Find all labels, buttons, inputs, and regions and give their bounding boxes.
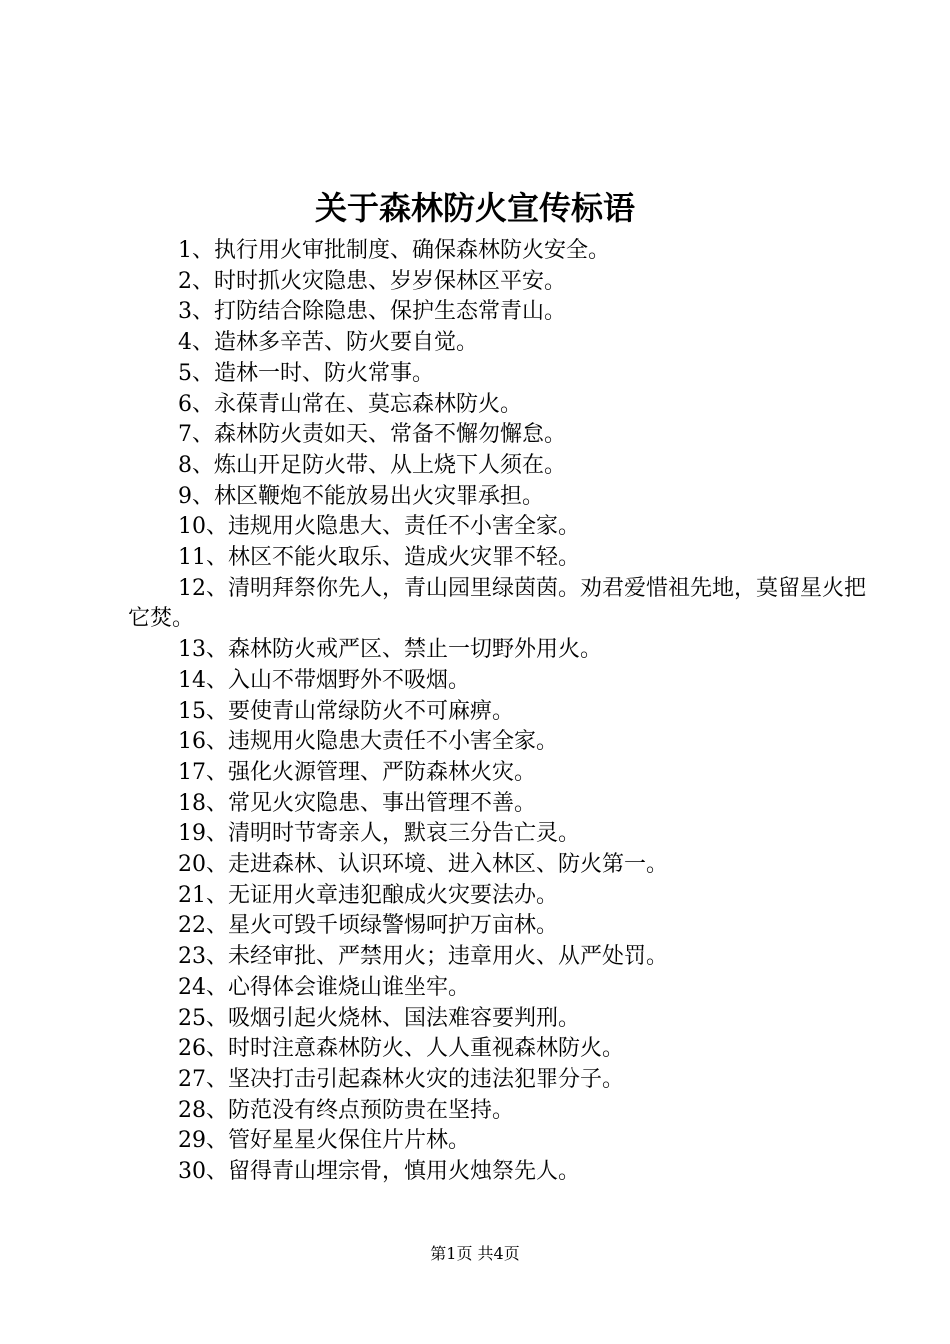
slogan-item: 17、强化火源管理、严防森林火灾。 [178, 759, 536, 785]
slogan-item: 4、造林多辛苦、防火要自觉。 [178, 330, 478, 356]
slogan-item: 12、清明拜祭你先人，青山园里绿茵茵。劝君爱惜祖先地，莫留星火把它焚。 [128, 575, 866, 632]
slogan-item: 9、林区鞭炮不能放易出火灾罪承担。 [178, 483, 544, 509]
document-title: 关于森林防火宣传标语 [314, 189, 635, 227]
slogan-item: 19、清明时节寄亲人，默哀三分告亡灵。 [178, 821, 580, 847]
slogan-item: 29、管好星星火保住片片林。 [178, 1128, 470, 1154]
slogan-item: 24、心得体会谁烧山谁坐牢。 [178, 974, 470, 1000]
slogan-item: 18、常见火灾隐患、事出管理不善。 [178, 790, 536, 816]
slogan-item: 13、森林防火戒严区、禁止一切野外用火。 [178, 637, 602, 663]
slogan-item: 2、时时抓火灾隐患、岁岁保林区平安。 [178, 268, 566, 294]
slogan-item: 10、违规用火隐患大、责任不小害全家。 [178, 514, 580, 540]
slogan-item: 27、坚决打击引起森林火灾的违法犯罪分子。 [178, 1066, 624, 1092]
slogan-item: 7、森林防火责如天、常备不懈勿懈怠。 [178, 422, 566, 448]
slogan-list [128, 236, 868, 1188]
page-footer: 第1页 共4页 [430, 1244, 520, 1263]
slogan-item: 6、永葆青山常在、莫忘森林防火。 [178, 391, 522, 417]
slogan-item: 22、星火可毁千顷绿警惕呵护万亩林。 [178, 913, 558, 939]
slogan-item: 23、未经审批、严禁用火；违章用火、从严处罚。 [178, 944, 668, 970]
slogan-item: 28、防范没有终点预防贵在坚持。 [178, 1097, 514, 1123]
slogan-item: 15、要使青山常绿防火不可麻痹。 [178, 698, 514, 724]
slogan-item: 5、造林一时、防火常事。 [178, 360, 434, 386]
slogan-item: 20、走进森林、认识环境、进入林区、防火第一。 [178, 852, 668, 878]
slogan-item: 16、违规用火隐患大责任不小害全家。 [178, 729, 558, 755]
slogan-item: 26、时时注意森林防火、人人重视森林防火。 [178, 1036, 624, 1062]
slogan-item: 30、留得青山埋宗骨，慎用火烛祭先人。 [178, 1159, 580, 1185]
slogan-item: 8、炼山开足防火带、从上烧下人须在。 [178, 452, 566, 478]
slogan-item: 1、执行用火审批制度、确保森林防火安全。 [178, 238, 610, 263]
slogan-item: 11、林区不能火取乐、造成火灾罪不轻。 [178, 545, 580, 571]
slogan-item: 3、打防结合除隐患、保护生态常青山。 [178, 299, 566, 325]
slogan-item: 14、入山不带烟野外不吸烟。 [178, 667, 470, 693]
slogan-item: 25、吸烟引起火烧林、国法难容要判刑。 [178, 1005, 580, 1031]
slogan-item: 21、无证用火章违犯酿成火灾要法办。 [178, 882, 558, 908]
